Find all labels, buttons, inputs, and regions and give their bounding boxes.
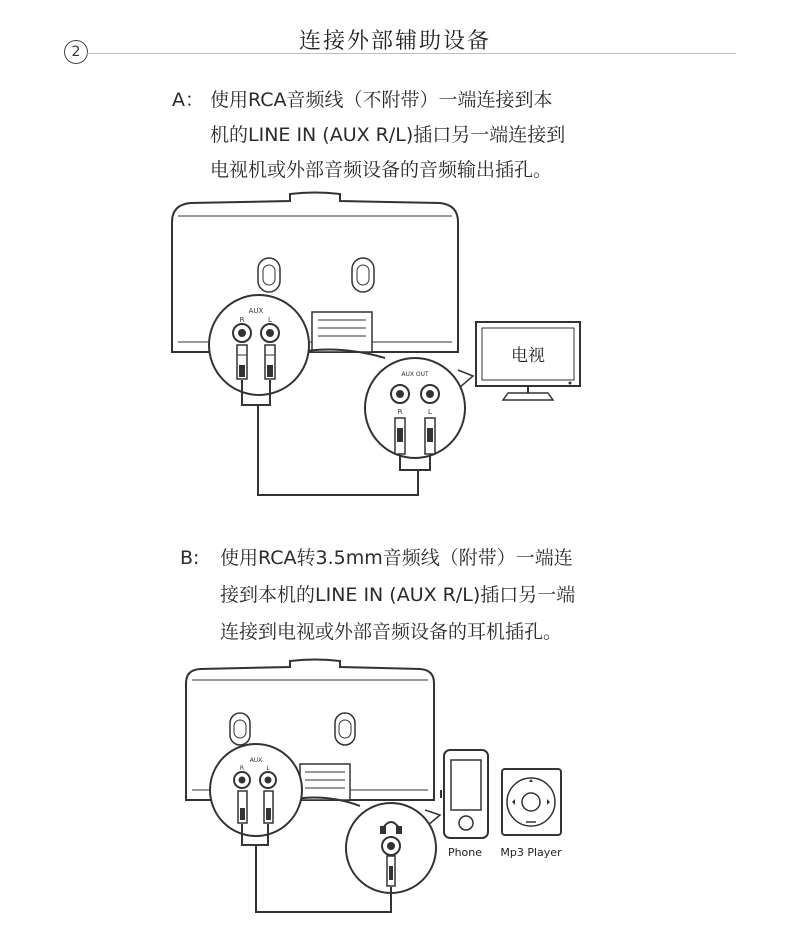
page-title: 连接外部辅助设备: [298, 29, 491, 54]
aux-label-b: AUX: [249, 757, 263, 764]
section-a-line-2: 机的LINE IN (AUX R/L)插口另一端连接到: [210, 124, 566, 146]
phone-label: Phone: [447, 846, 483, 859]
section-a-line-3: 电视机或外部音频设备的音频输出插孔。: [210, 159, 553, 181]
mp3-player-label: Mp3 Player: [500, 846, 562, 859]
aux-r-label-a: R: [239, 316, 245, 324]
mp3-player-icon: [502, 769, 561, 835]
tv-label: 电视: [511, 346, 545, 366]
phone-icon: [441, 750, 488, 838]
aux-in-zoom-b: [210, 744, 302, 836]
aux-r-label-b: R: [239, 765, 245, 772]
aux-out-r-label-a: R: [397, 408, 403, 416]
phone-jack-zoom-b: [346, 803, 440, 893]
section-a-line-1: 使用RCA音频线（不附带）一端连接到本: [210, 89, 553, 111]
aux-out-label-a: AUX OUT: [401, 371, 429, 378]
section-b-line-2: 接到本机的LINE IN (AUX R/L)插口另一端: [220, 584, 576, 606]
step-number-badge: 2: [64, 40, 88, 64]
section-b-label: B:: [180, 547, 200, 569]
aux-label-a: AUX: [248, 307, 264, 315]
section-a-label: A：: [172, 89, 204, 111]
aux-l-label-a: L: [268, 316, 272, 324]
aux-l-label-b: L: [266, 765, 270, 772]
section-b-line-1: 使用RCA转3.5mm音频线（附带）一端连: [220, 547, 573, 569]
aux-out-l-label-a: L: [428, 408, 432, 416]
section-b-line-3: 连接到电视或外部音频设备的耳机插孔。: [220, 621, 563, 643]
